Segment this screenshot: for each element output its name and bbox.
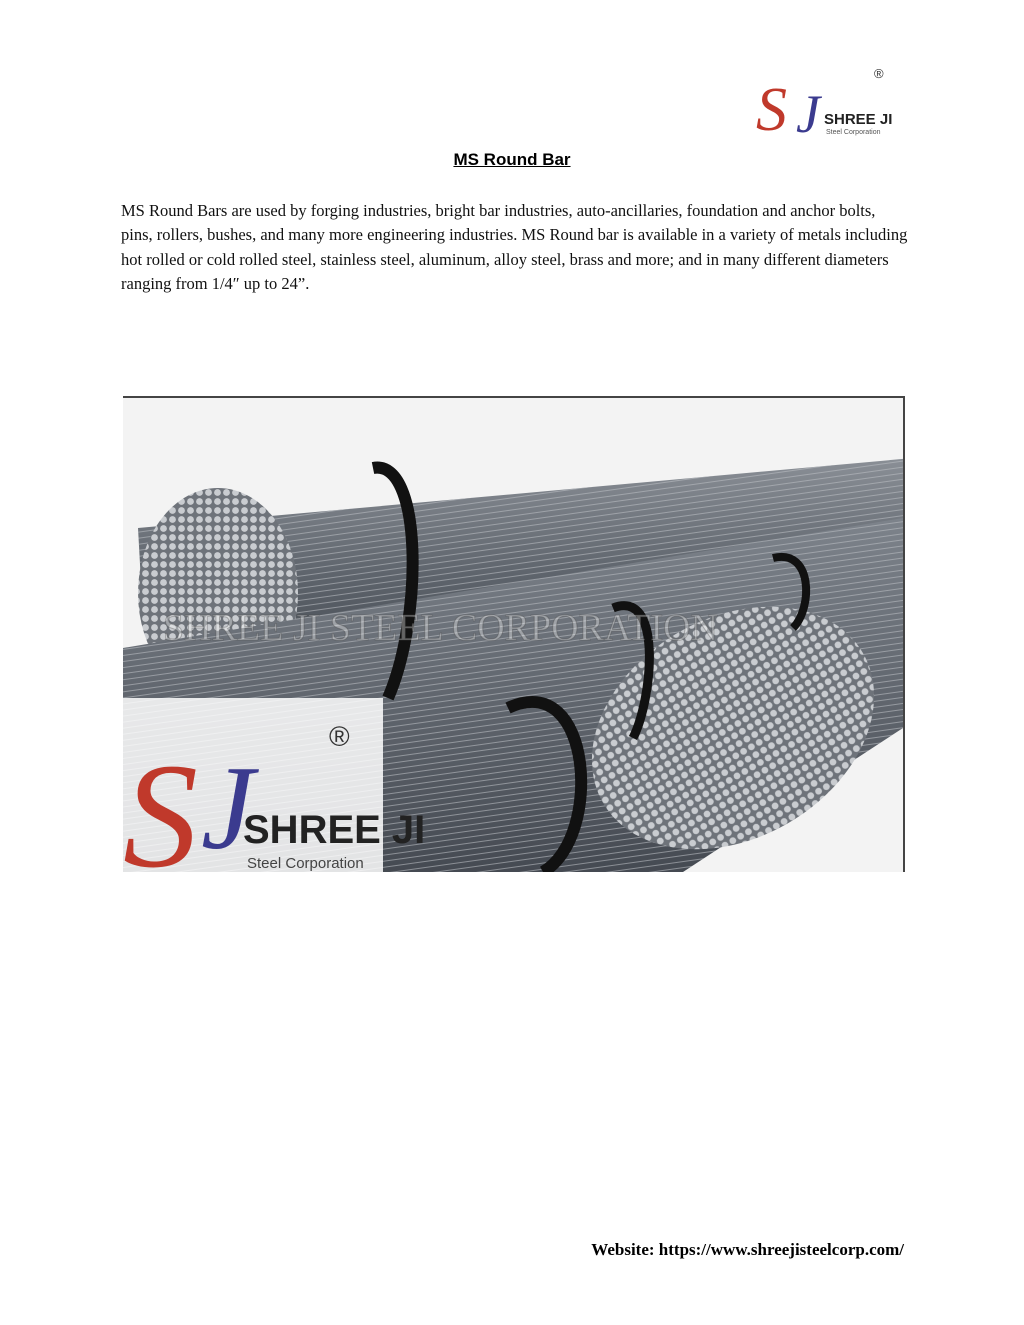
photo-watermark: SHREE JI STEEL CORPORATION — [163, 607, 718, 649]
photo-logo-name: SHREE JI — [243, 808, 426, 852]
description-paragraph: MS Round Bars are used by forging industries, bright bar industries, auto-ancillaries, foundation and anchor bolts, pins, rollers, bushes, and many more engineering industries. MS Round bar is available in a variety of metals including hot rolled or cold rolled steel, stainless steel, aluminum, alloy steel, brass and more; and in many different diameters ranging from 1/4″ up to 24”. — [121, 201, 908, 293]
round-bars-illustration — [123, 398, 903, 872]
footer-website-link[interactable]: https://www.shreejisteelcorp.com/ — [658, 1240, 904, 1259]
photo-logo-s: S — [123, 733, 198, 872]
company-logo-graphic — [756, 64, 896, 138]
footer-website-label: Website: — [591, 1240, 655, 1259]
photo-registered-mark: ® — [329, 721, 350, 752]
logo-j-letter: J — [796, 84, 820, 138]
product-photo — [123, 396, 905, 872]
photo-logo-j: J — [201, 741, 255, 872]
page-title: MS Round Bar — [453, 150, 571, 169]
logo-s-letter: S — [756, 76, 787, 138]
logo-name: SHREE JI — [824, 111, 893, 128]
logo-tagline: Steel Corporation — [826, 129, 881, 136]
footer-website — [591, 1240, 904, 1260]
company-logo — [756, 64, 896, 138]
photo-logo-tagline: Steel Corporation — [247, 855, 364, 872]
registered-mark: ® — [874, 66, 884, 81]
